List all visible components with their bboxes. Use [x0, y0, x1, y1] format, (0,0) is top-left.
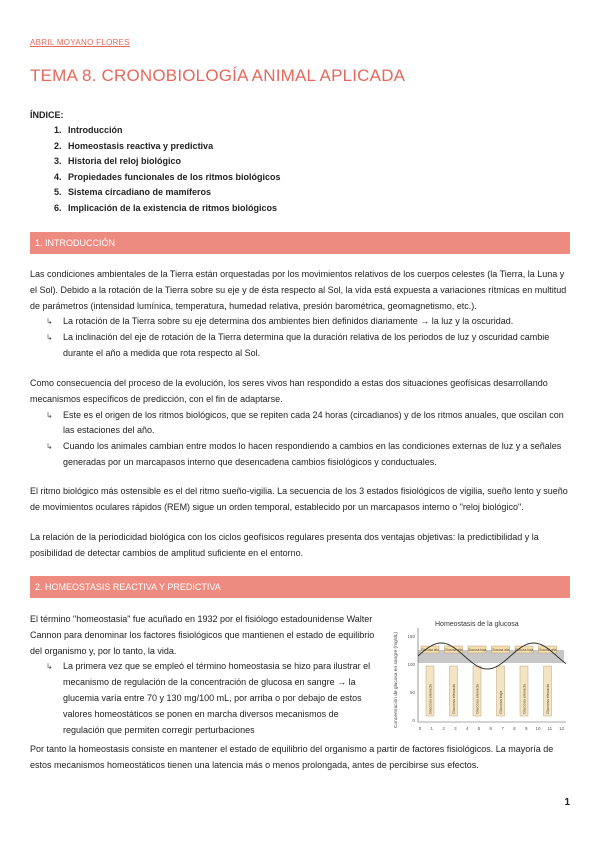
- x-tick-label: 4: [465, 726, 469, 731]
- bullet-item: [30, 330, 570, 362]
- index-heading: ÍNDICE:: [30, 110, 64, 120]
- index-item[interactable]: 6. Implicación de la existencia de ritmos biológicos: [64, 201, 570, 217]
- glucose-chart: [390, 616, 572, 736]
- x-tick-label: 3: [454, 726, 457, 731]
- section2-text: [30, 612, 380, 738]
- x-tick-labels: [419, 726, 565, 731]
- x-tick-label: 11: [547, 726, 553, 731]
- section1-paragraph-4: La relación de la periodicidad biológica con los ciclos geofísicos regulares presenta dos ventajas objetivas: la predictibilidad y la posibilidad de detectar cambios de amplitud suficiente en el entorno.: [30, 532, 539, 558]
- y-tick-labels: [407, 634, 415, 723]
- y-tick-label: 150: [407, 634, 415, 639]
- glucose-homeostasis-figure: [390, 616, 572, 736]
- bullet-text: La inclinación del eje de rotación de la Tierra determina que la duración relativa de los periodos de luz y oscuridad cambie durante el año a medida que rota respecto al Sol.: [63, 332, 550, 358]
- page-number: 1: [564, 797, 570, 808]
- x-tick-label: 6: [489, 726, 493, 731]
- section-heading-homeostasis: 2. HOMEOSTASIS REACTIVA Y PREDICTIVA: [30, 576, 570, 598]
- arrow-icon: ↳: [46, 662, 53, 672]
- document-title: TEMA 8. CRONOBIOLOGÍA ANIMAL APLICADA: [30, 66, 406, 85]
- x-tick-label: 1: [430, 726, 434, 731]
- arrow-icon: ↳: [46, 333, 53, 343]
- arrow-icon: ↳: [46, 442, 53, 452]
- bullet-text: La primera vez que se empleó el término homeostasia se hizo para ilustrar el mecanismo de regulación de la concentración de glucosa en sangre → la glucemia varía entre 70 y 130 mg/100 mL, por arriba o por debajo de estos valores homeostáticos se ponen en marcha diversos mecanismos de regulación que permiten corregir perturbaciones: [63, 661, 371, 735]
- bullet-item: [30, 408, 570, 440]
- table-of-contents: [30, 110, 570, 216]
- lower-labels: [426, 666, 552, 716]
- section1-paragraph-2: [30, 376, 570, 471]
- arrow-icon: ↳: [46, 317, 53, 327]
- y-tick-label: 0: [412, 718, 415, 723]
- y-tick-label: 50: [409, 690, 415, 695]
- x-tick-label: 2: [442, 726, 445, 731]
- bullet-list: [30, 408, 570, 471]
- y-tick-label: 100: [407, 662, 415, 667]
- lower-label: Glucosa elevada: [451, 684, 456, 714]
- x-tick-label: 10: [535, 726, 541, 731]
- figure-y-label: Concentración de glucosa en sangre (mg/dL): [394, 632, 399, 728]
- state-box-label: Glucosa alta: [538, 648, 557, 652]
- x-tick-label: 12: [559, 726, 565, 731]
- figure-title: Homeostasis de la glucosa: [435, 621, 519, 628]
- index-item[interactable]: 1. Introducción: [64, 123, 570, 139]
- section1-paragraph-3: El ritmo biológico más ostensible es el del ritmo sueño-vigilia. La secuencia de los 3 estados fisiológicos de vigilia, sueño lento y sueño de movimientos oculares rápidos (REM) sigue un orden temporal, establecido por un marcapasos interno o "reloj biológico".: [30, 486, 568, 512]
- index-item[interactable]: 2. Homeostasis reactiva y predictiva: [64, 139, 570, 155]
- x-tick-label: 8: [513, 726, 516, 731]
- lower-label: Glucosa baja: [498, 690, 503, 714]
- bullet-item: [30, 439, 570, 471]
- lower-label: Glucosa elevada: [521, 684, 527, 714]
- state-box-label: Glucosa baja: [467, 648, 487, 652]
- index-list: [30, 123, 570, 216]
- paragraph-text: Como consecuencia del proceso de la evolución, los seres vivos han respondido a estas dos situaciones geofísicas desarrollando mecanismos específicos de predicción, con el fin de adaptarse.: [30, 378, 548, 404]
- author-name: ABRIL MOYANO FLORES: [30, 38, 130, 47]
- bullet-item: [30, 314, 570, 330]
- index-item[interactable]: 5. Sistema circadiano de mamíferos: [64, 185, 570, 201]
- x-tick-label: 0: [418, 726, 422, 731]
- bullet-text: Cuando los animales cambian entre modos lo hacen respondiendo a cambios en las condiciones externas de luz y a señales generadas por un marcapasos interno que desencadena cambios fisiológicos y conductuales.: [63, 441, 562, 467]
- section2-paragraph-2: Por tanto la homeostasis consiste en mantener el estado de equilibrio del organismo a partir de factores fisiológicos. La mayoría de estos mecanismos homeostáticos tienen una latencia más o menos prolongada, antes de percibirse sus efectos.: [30, 744, 554, 770]
- paragraph-text: El término "homeostasia" fue acuñado en 1932 por el fisiólogo estadounidense Walter Cannon para denominar los factores fisiológicos que mantienen el estado de equilibrio del organismo y, por lo tanto, la vida.: [30, 614, 375, 656]
- lower-label: Glucosa elevada: [474, 684, 480, 714]
- state-box-label: Glucosa alta: [491, 648, 510, 652]
- x-tick-label: 5: [477, 726, 481, 731]
- bullet-list: [30, 314, 570, 361]
- bullet-list: [30, 659, 380, 738]
- lower-label: Glucosa elevada: [545, 684, 550, 714]
- x-tick-label: 7: [501, 726, 504, 731]
- state-box-label: Glucosa alta: [444, 648, 463, 652]
- lower-label: Glucosa elevada: [427, 684, 433, 714]
- x-tick-label: 9: [524, 726, 528, 731]
- bullet-item: [30, 659, 380, 738]
- bullet-text: Este es el origen de los ritmos biológicos, que se repiten cada 24 horas (circadianos) y de los ritmos anuales, que oscilan con las estaciones del año.: [63, 409, 564, 436]
- state-box-label: Glucosa baja: [514, 648, 534, 652]
- index-item[interactable]: 3. Historia del reloj biológico: [64, 154, 570, 170]
- index-item[interactable]: 4. Propiedades funcionales de los ritmos biológicos: [64, 170, 570, 186]
- state-box-label: Glucosa alta: [421, 648, 439, 652]
- section1-paragraph-1: [30, 267, 570, 362]
- bullet-text: La rotación de la Tierra sobre su eje determina dos ambientes bien definidos diariamente → la luz y la oscuridad.: [63, 316, 514, 327]
- paragraph-text: Las condiciones ambientales de la Tierra están orquestadas por los movimientos relativos de los cuerpos celestes (la Tierra, la Luna y el Sol). Debido a la rotación de la Tierra sobre su eje y de ésta respecto al Sol, la vida está expuesta a variaciones rítmicas en multitud de parámetros (intensidad lumínica, temperatura, humedad relativa, presión barométrica, geomagnetismo, etc.).: [30, 269, 567, 311]
- arrow-icon: ↳: [46, 410, 53, 420]
- section-heading-introduccion: 1. INTRODUCCIÓN: [30, 232, 570, 254]
